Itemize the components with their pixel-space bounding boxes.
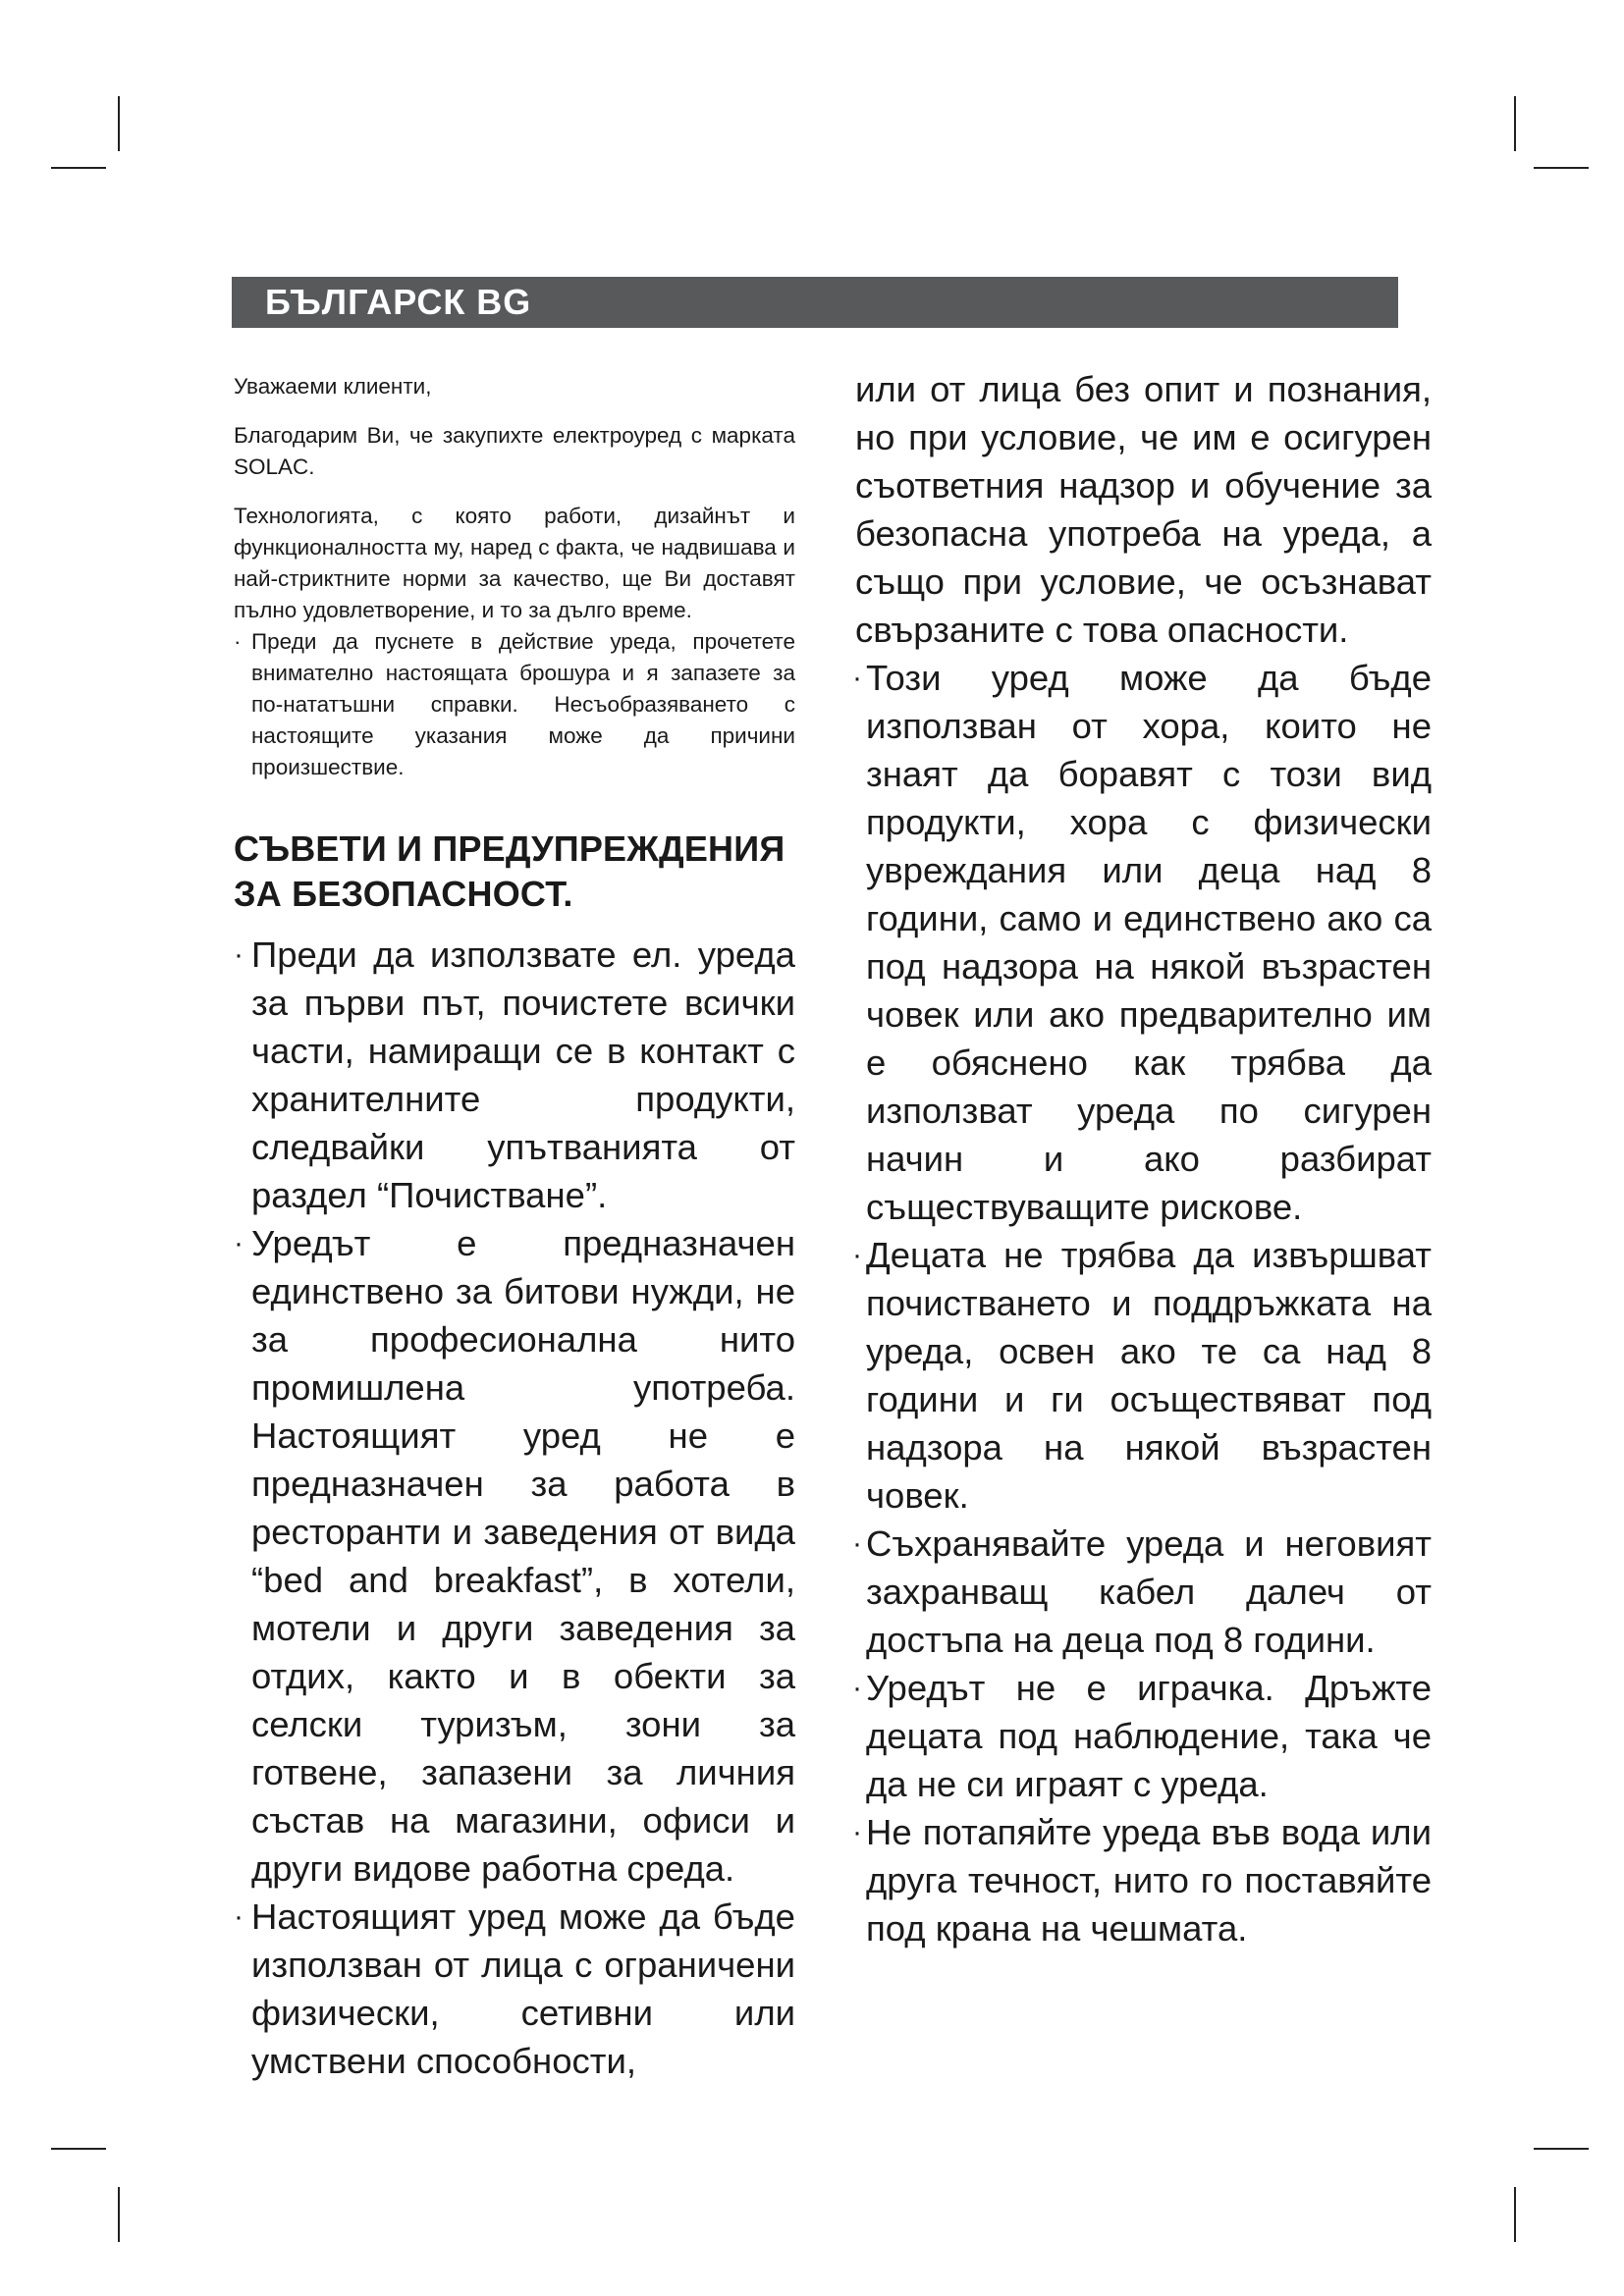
crop-mark-top-right-h: [1534, 167, 1589, 169]
safety-item-1: · Преди да използвате ел. уреда за първи път, почистете всички части, намиращи се в контакт с хранителните продукти, следвайки упътванията от раздел “Почистване”.: [234, 931, 795, 1219]
right-column: [852, 365, 1432, 1952]
technology-paragraph: Технологията, с която работи, дизайнът и функционалността му, наред с факта, че надвишава и най-стриктните норми за качество, ще Ви доставят пълно удовлетворение, и то за дълго време.: [234, 504, 795, 622]
crop-mark-top-left-h: [51, 167, 106, 169]
left-column: [234, 371, 795, 2085]
crop-mark-bottom-left-v: [118, 2187, 120, 2242]
thanks-paragraph: Благодарим Ви, че закупихте електроуред с марката SOLAC.: [234, 423, 795, 479]
safety-item-7: · Уредът не е играчка. Дръжте децата под наблюдение, така че да не си играят с уреда.: [852, 1664, 1432, 1808]
crop-mark-bottom-right-h: [1534, 2148, 1589, 2150]
safety-item-3: · Настоящият уред може да бъде използван от лица с ограничени физически, сетивни или умствени способности,: [234, 1893, 795, 2085]
crop-mark-bottom-left-h: [51, 2148, 106, 2150]
safety-item-2: · Уредът е предназначен единствено за битови нужди, не за професионална нито промишлена употреба. Настоящият уред не е предназначен за работа в ресторанти и заведения от вида “bed and breakfast”, в хотели, мотели и други заведения за отдих, както и в обекти за селски туризъм, зони за готвене, запазени за личния състав на магазини, офиси и други видове работна среда.: [234, 1219, 795, 1893]
safety-item-5: · Децата не трябва да извършват почистването и поддръжката на уреда, освен ако те са над 8 години и ги осъществяват под надзора на някой възрастен човек.: [852, 1231, 1432, 1520]
safety-item-3-continuation: или от лица без опит и познания, но при условие, че им е осигурен съответния надзор и обучение за безопасна употреба на уреда, а също при условие, че осъзнават свързаните с това опасности.: [855, 369, 1432, 650]
language-header: БЪЛГАРСК BG: [232, 277, 1398, 328]
safety-item-4: · Този уред може да бъде използван от хора, които не знаят да боравят с този вид продукти, хора с физически увреждания или деца над 8 години, само и единствено ако са под надзора на някой възрастен човек или ако предварително им е обяснено как трябва да използват уреда по сигурен начин и ако разбират съществуващите рискове.: [852, 654, 1432, 1231]
safety-item-8: · Не потапяйте уреда във вода или друга течност, нито го поставяйте под крана на чешмата.: [852, 1808, 1432, 1952]
safety-item-6: · Съхранявайте уреда и неговият захранващ кабел далеч от достъпа на деца под 8 години.: [852, 1520, 1432, 1664]
crop-mark-bottom-right-v: [1514, 2187, 1516, 2242]
greeting: Уважаеми клиенти,: [234, 374, 432, 399]
section-title: СЪВЕТИ И ПРЕДУПРЕЖДЕНИЯ ЗА БЕЗОПАСНОСТ.: [234, 828, 785, 914]
intro-bullet: · Преди да пуснете в действие уреда, прочетете внимателно настоящата брошура и я запазете за по-нататъшни справки. Несъобразяването с настоящите указания може да причини произшествие.: [234, 626, 795, 783]
crop-mark-top-left-v: [118, 96, 120, 151]
crop-mark-top-right-v: [1514, 96, 1516, 151]
